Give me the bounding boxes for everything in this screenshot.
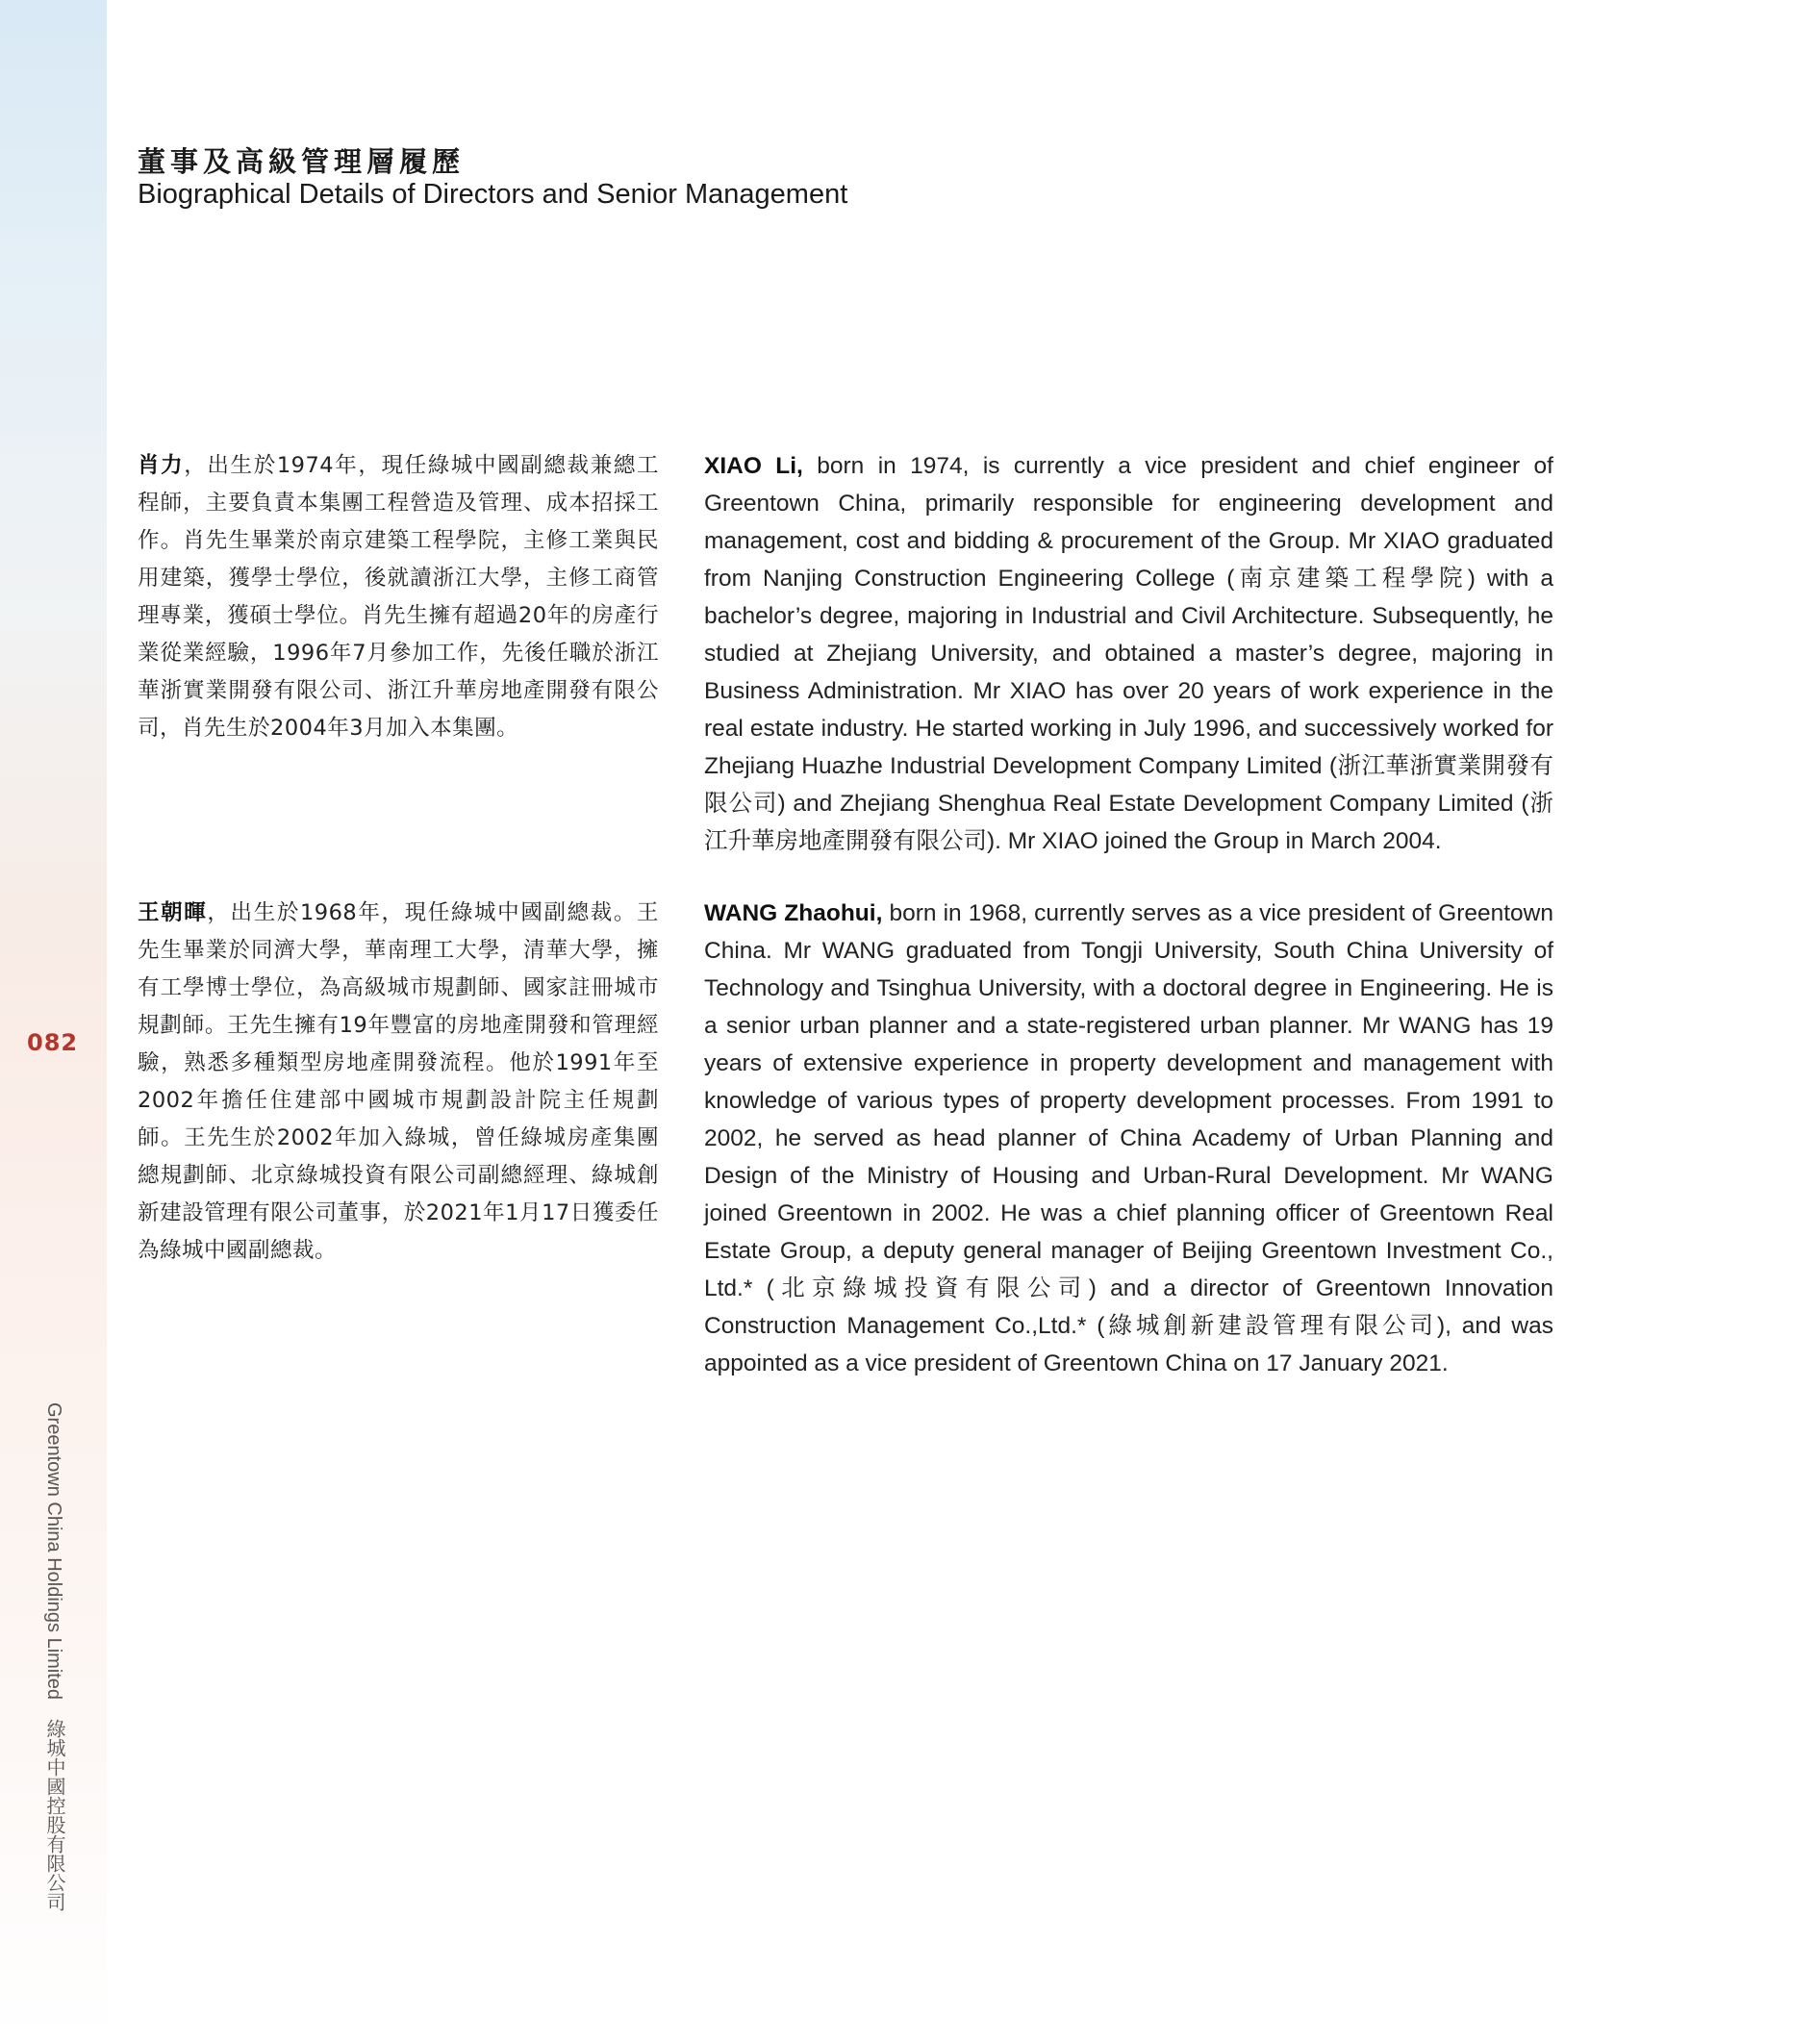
bio-zh-xiao-li	[138, 447, 659, 747]
company-name-zh: 綠城中國控股有限公司	[43, 1719, 64, 1912]
bio-text-en: born in 1968, currently serves as a vice president of Greentown China. Mr WANG graduated from Tongji University, South China University of Technology and Tsinghua University, with a doctoral degree in Engineering. He is a senior urban planner and a state-registered urban planner. Mr WANG has 19 years of extensive experience in property development and management with knowledge of various types of property development processes. From 1991 to 2002, he served as head planner of China Academy of Urban Planning and Design of the Ministry of Housing and Urban-Rural Development. Mr WANG joined Greentown in 2002. He was a chief planning officer of Greentown Real Estate Group, a deputy general manager of Beijing Greentown Investment Co., Ltd.* (北京綠城投資有限公司) and a director of Greentown Innovation Construction Management Co.,Ltd.* (綠城創新建設管理有限公司), and was appointed as a vice president of Greentown China on 17 January 2021.	[704, 900, 1553, 1376]
page-title-en: Biographical Details of Directors and Senior Management	[138, 179, 848, 210]
bio-name-en: WANG Zhaohui,	[704, 900, 883, 926]
bio-zh-wang-zhaohui	[138, 895, 659, 1270]
bio-text-zh: ，出生於1974年，現任綠城中國副總裁兼總工程師，主要負責本集團工程營造及管理、成本招採工作。肖先生畢業於南京建築工程學院，主修工業與民用建築，獲學士學位，後就讀浙江大學，主修工商管理專業，獲碩士學位。肖先生擁有超過20年的房產行業從業經驗，1996年7月參加工作，先後任職於浙江華浙實業開發有限公司、浙江升華房地產開發有限公司，肖先生於2004年3月加入本集團。	[138, 453, 659, 741]
bio-name-en: XIAO Li,	[704, 453, 803, 479]
bio-text-zh: ，出生於1968年，現任綠城中國副總裁。王先生畢業於同濟大學，華南理工大學，清華大學，擁有工學博士學位，為高級城市規劃師、國家註冊城市規劃師。王先生擁有19年豐富的房地產開發和管理經驗，熟悉多種類型房地產開發流程。他於1991年至2002年擔任住建部中國城市規劃設計院主任規劃師。王先生於2002年加入綠城，曾任綠城房產集團總規劃師、北京綠城投資有限公司副總經理、綠城創新建設管理有限公司董事，於2021年1月17日獲委任為綠城中國副總裁。	[138, 900, 659, 1263]
company-name-vertical	[40, 1402, 68, 1911]
bio-text-en: born in 1974, is currently a vice president and chief engineer of Greentown China, primarily responsible for engineering development and management, cost and bidding & procurement of the Group. Mr XIAO graduated from Nanjing Construction Engineering College (南京建築工程學院) with a bachelor’s degree, majoring in Industrial and Civil Architecture. Subsequently, he studied at Zhejiang University, and obtained a master’s degree, majoring in Business Administration. Mr XIAO has over 20 years of work experience in the real estate industry. He started working in July 1996, and successively worked for Zhejiang Huazhe Industrial Development Company Limited (浙江華浙實業開發有限公司) and Zhejiang Shenghua Real Estate Development Company Limited (浙江升華房地產開發有限公司). Mr XIAO joined the Group in March 2004.	[704, 453, 1553, 854]
bio-en-xiao-li	[704, 447, 1553, 860]
bio-name-zh: 肖力	[138, 453, 185, 478]
bio-en-wang-zhaohui	[704, 895, 1553, 1382]
page-number: 082	[27, 1029, 79, 1056]
company-name-en: Greentown China Holdings Limited	[43, 1402, 64, 1701]
bio-name-zh: 王朝暉	[138, 900, 208, 925]
page-title-zh: 董事及高級管理層履歷	[138, 145, 466, 178]
